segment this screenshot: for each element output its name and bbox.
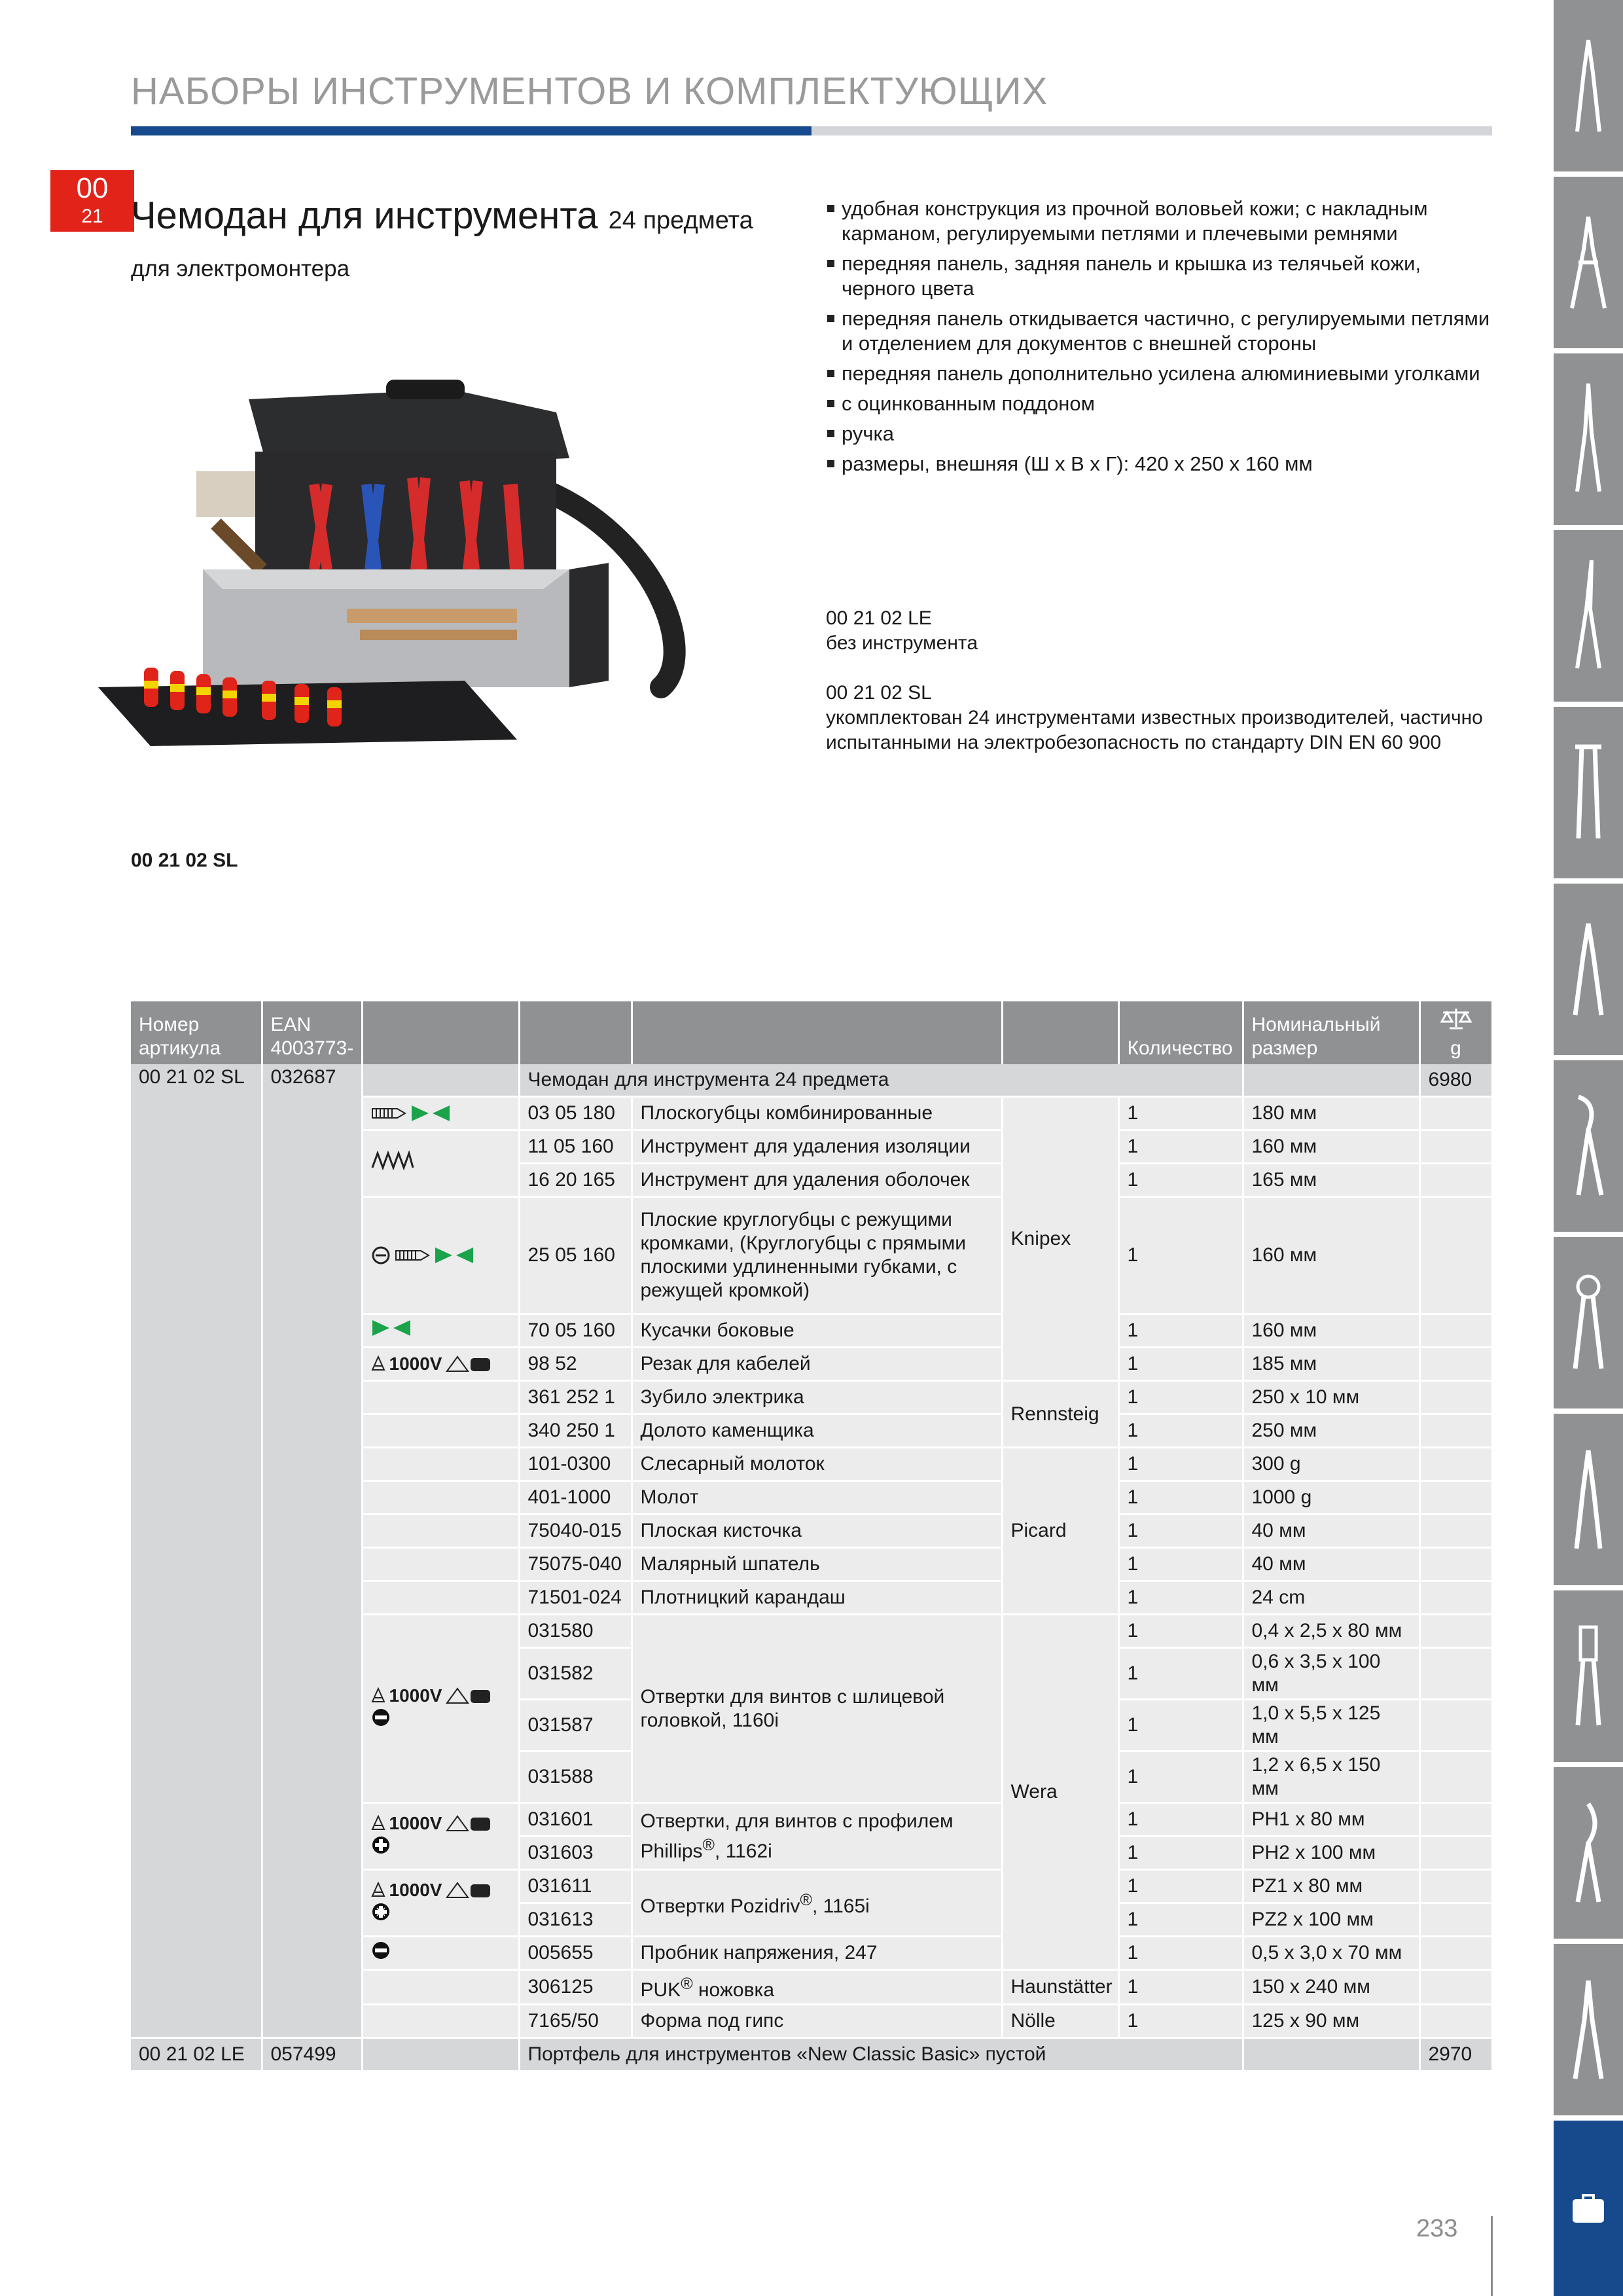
qty-cell: 1 — [1118, 1130, 1243, 1164]
sidebar-tab-needle-nose[interactable] — [1554, 1944, 1623, 2115]
size-cell: 1000 g — [1243, 1481, 1419, 1515]
weight-cell — [1419, 1751, 1492, 1803]
voltage-label: 1000V — [389, 1354, 442, 1374]
article-cell: 00 21 02 SL — [131, 1064, 262, 2038]
ean-cell: 057499 — [262, 2038, 362, 2072]
sidebar-tab-tool-cases[interactable] — [1554, 2121, 1623, 2296]
icon-cell — [362, 1937, 519, 1970]
size-cell: 0,5 x 3,0 x 70 мм — [1243, 1937, 1419, 1970]
qty-cell: 1 — [1118, 2005, 1243, 2038]
icon-cell — [362, 1581, 519, 1615]
qty-cell: 1 — [1118, 1097, 1243, 1130]
code-cell: 031588 — [519, 1751, 632, 1803]
feature-item: передняя панель откидывается частично, с регулируемыми петлями и отделением для документов с внешней стороны — [826, 306, 1500, 356]
size-cell: 40 мм — [1243, 1515, 1419, 1548]
qty-cell: 1 — [1118, 1700, 1243, 1751]
name-cell: Кусачки боковые — [632, 1314, 1002, 1348]
cable-cutter-icon — [1569, 1797, 1608, 1909]
name-cell: Малярный шпатель — [632, 1548, 1002, 1581]
weight-cell — [1419, 1481, 1492, 1515]
table-header-row — [131, 1001, 1492, 1064]
name-cell: PUK® ножовка — [632, 1970, 1002, 2005]
size-cell: 40 мм — [1243, 1548, 1419, 1581]
table-row-set-sl — [131, 1064, 1492, 1097]
name-cell: Форма под гипс — [632, 2005, 1002, 2038]
name-cell: Инструмент для удаления изоляции — [632, 1130, 1002, 1164]
code-cell: 25 05 160 — [519, 1197, 632, 1314]
page-number-rule — [1491, 2216, 1493, 2296]
code-cell: 031601 — [519, 1803, 632, 1837]
size-cell: 165 мм — [1243, 1164, 1419, 1197]
col-name — [632, 1001, 1002, 1064]
category-sidebar — [1554, 0, 1623, 2296]
pliers-icon — [1572, 33, 1605, 138]
feature-item: ручка — [826, 422, 1500, 446]
weight-cell — [1419, 1515, 1492, 1548]
brand-cell: Rennsteig — [1002, 1381, 1118, 1448]
page-header — [131, 65, 1492, 118]
qty-cell: 1 — [1118, 1970, 1243, 2005]
code-cell: 7165/50 — [519, 2005, 632, 2038]
sidebar-tab-bent-nose[interactable] — [1554, 530, 1623, 702]
long-nose-pliers-icon — [1572, 380, 1605, 498]
weight-cell — [1419, 2005, 1492, 2038]
icon-cell — [362, 2038, 519, 2072]
qty-cell: 1 — [1118, 1548, 1243, 1581]
name-cell: Молот — [632, 1481, 1002, 1515]
sidebar-tab-long-nose[interactable] — [1554, 353, 1623, 525]
icon-cell — [362, 1615, 519, 1803]
name-cell: Плоскогубцы комбинированные — [632, 1097, 1002, 1130]
name-cell: Зубило электрика — [632, 1381, 1002, 1414]
water-pump-pliers-icon — [1569, 1090, 1608, 1202]
icon-cell — [362, 1064, 519, 1097]
pozidriv-tip-icon — [371, 1902, 391, 1922]
size-cell: 185 мм — [1243, 1348, 1419, 1381]
qty-cell: 1 — [1118, 1414, 1243, 1448]
code-cell: 031582 — [519, 1648, 632, 1700]
weight-cell — [1419, 1097, 1492, 1130]
code-cell: 16 20 165 — [519, 1164, 632, 1197]
weight-cell — [1419, 1130, 1492, 1164]
variant-code: 00 21 02 SL — [826, 682, 932, 704]
size-cell: 300 g — [1243, 1448, 1419, 1481]
weight-cell — [1419, 1314, 1492, 1348]
icon-cell — [362, 1803, 519, 1870]
weight-cell — [1419, 1937, 1492, 1970]
vde-approval-icon — [446, 1354, 491, 1374]
table-row-set-le — [131, 2038, 1492, 2072]
insulation-triangle-icon — [371, 1815, 385, 1832]
code-cell: 03 05 180 — [519, 1097, 632, 1130]
col-brand — [1002, 1001, 1118, 1064]
needle-nose-pliers-icon — [1569, 1974, 1608, 2085]
flat-jaw-icon — [371, 1246, 391, 1265]
icon-cell — [362, 2005, 519, 2038]
brand-cell: Wera — [1002, 1615, 1118, 1970]
insulation-triangle-icon — [371, 1355, 385, 1372]
weight-cell: 6980 — [1419, 1064, 1492, 1097]
vde-approval-icon — [446, 1686, 491, 1706]
brand-cell: Nölle — [1002, 2005, 1118, 2038]
feature-list — [826, 196, 1500, 482]
name-cell: Инструмент для удаления оболочек — [632, 1164, 1002, 1197]
size-cell: 160 мм — [1243, 1314, 1419, 1348]
product-heading — [131, 190, 798, 282]
sidebar-tab-crimping[interactable] — [1554, 1414, 1623, 1585]
weight-cell — [1419, 1803, 1492, 1837]
variant-list — [826, 606, 1507, 780]
weight-cell — [1419, 1581, 1492, 1615]
size-cell: 0,4 x 2,5 x 80 мм — [1243, 1615, 1419, 1648]
size-cell: 250 x 10 мм — [1243, 1381, 1419, 1414]
icon-cell — [362, 1448, 519, 1481]
feature-item: размеры, внешняя (Ш x В x Г): 420 x 250 x 160 мм — [826, 452, 1500, 476]
icon-cell — [362, 1197, 519, 1314]
code-cell: 75075-040 — [519, 1548, 632, 1581]
weight-cell — [1419, 1197, 1492, 1314]
feature-item: передняя панель дополнительно усилена алюминиевыми уголками — [826, 361, 1500, 386]
icon-cell — [362, 1548, 519, 1581]
size-cell: 0,6 x 3,5 x 100 мм — [1243, 1648, 1419, 1700]
size-cell: PZ1 x 80 мм — [1243, 1870, 1419, 1903]
col-quantity: Количество — [1118, 1001, 1243, 1064]
icon-cell — [362, 1970, 519, 2005]
qty-cell: 1 — [1118, 1381, 1243, 1414]
size-cell — [1243, 1064, 1419, 1097]
chapter-badge — [50, 170, 134, 232]
icon-cell — [362, 1870, 519, 1937]
variant-sl — [826, 681, 1507, 755]
weight-cell — [1419, 1548, 1492, 1581]
slotted-tip-icon — [371, 1941, 391, 1960]
article-cell: 00 21 02 LE — [131, 2038, 262, 2072]
code-cell: 031603 — [519, 1837, 632, 1870]
sidebar-tab-diagonal-cutter[interactable] — [1554, 884, 1623, 1055]
qty-cell: 1 — [1118, 1615, 1243, 1648]
slotted-tip-icon — [371, 1708, 391, 1727]
code-cell: 401-1000 — [519, 1481, 632, 1515]
qty-cell: 1 — [1118, 1751, 1243, 1803]
phillips-tip-icon — [371, 1835, 391, 1855]
product-subtitle: для электромонтера — [131, 256, 350, 281]
qty-cell: 1 — [1118, 1515, 1243, 1548]
insulation-triangle-icon — [371, 1882, 385, 1899]
product-title-text: Чемодан для инструмента — [131, 194, 598, 237]
code-cell: 005655 — [519, 1937, 632, 1970]
brand-cell: Picard — [1002, 1448, 1118, 1615]
serrated-jaw-icon — [371, 1105, 406, 1122]
code-cell: 75040-015 — [519, 1515, 632, 1548]
qty-cell: 1 — [1118, 1648, 1243, 1700]
code-cell: 361 252 1 — [519, 1381, 632, 1414]
qty-cell: 1 — [1118, 1837, 1243, 1870]
name-cell: Плоские круглогубцы с режущими кромками, (Круглогубцы с прямыми плоскими удлиненными губками, с режущей кромкой) — [632, 1197, 1002, 1314]
variant-code: 00 21 02 LE — [826, 607, 932, 629]
ean-cell: 032687 — [262, 1064, 362, 2038]
code-cell: 031611 — [519, 1870, 632, 1903]
code-cell: 340 250 1 — [519, 1414, 632, 1448]
vde-approval-icon — [446, 1880, 491, 1900]
crimping-pliers-icon — [1569, 1444, 1608, 1555]
qty-cell: 1 — [1118, 1903, 1243, 1937]
size-cell: 1,0 x 5,5 x 125 мм — [1243, 1700, 1419, 1751]
sidebar-tab-crimping-tool[interactable] — [1554, 1590, 1623, 1762]
weight-cell — [1419, 1615, 1492, 1648]
code-cell: 031580 — [519, 1615, 632, 1648]
code-cell: 031587 — [519, 1700, 632, 1751]
qty-cell: 1 — [1118, 1348, 1243, 1381]
size-cell: 125 x 90 мм — [1243, 2005, 1419, 2038]
size-cell: PH2 x 100 мм — [1243, 1837, 1419, 1870]
code-cell: 101-0300 — [519, 1448, 632, 1481]
qty-cell: 1 — [1118, 1870, 1243, 1903]
bent-nose-pliers-icon — [1572, 557, 1605, 675]
icon-cell — [362, 1381, 519, 1414]
size-cell: 1,2 x 6,5 x 150 мм — [1243, 1751, 1419, 1803]
set-name: Портфель для инструментов «New Classic Basic» пустой — [519, 2038, 1243, 2072]
name-cell: Слесарный молоток — [632, 1448, 1002, 1481]
weight-cell — [1419, 1414, 1492, 1448]
cutting-edge-icon — [434, 1246, 474, 1265]
size-cell: 160 мм — [1243, 1130, 1419, 1164]
feature-item: передняя панель, задняя панель и крышка из телячьей кожи, черного цвета — [826, 251, 1500, 301]
sidebar-tab-cable-cutter[interactable] — [1554, 1767, 1623, 1939]
size-cell: 150 x 240 мм — [1243, 1970, 1419, 2005]
weight-cell — [1419, 1164, 1492, 1197]
variant-text: без инструмента — [826, 632, 978, 654]
product-title-qty: 24 предмета — [608, 207, 753, 234]
qty-cell: 1 — [1118, 1581, 1243, 1615]
sidebar-tab-water-pump[interactable] — [1554, 1060, 1623, 1232]
brand-cell: Haunstätter — [1002, 1970, 1118, 2005]
serrated-jaw-icon — [395, 1247, 430, 1264]
weight-cell: 2970 — [1419, 2038, 1492, 2072]
stripping-zigzag-icon — [371, 1151, 414, 1170]
weight-cell — [1419, 1448, 1492, 1481]
cutting-edge-icon — [410, 1104, 451, 1122]
icon-cell — [362, 1097, 519, 1130]
qty-cell: 1 — [1118, 1197, 1243, 1314]
weight-unit: g — [1450, 1037, 1461, 1059]
name-cell: Плоская кисточка — [632, 1515, 1002, 1548]
sidebar-tab-end-cutter[interactable] — [1554, 707, 1623, 878]
size-cell — [1243, 2038, 1419, 2072]
qty-cell: 1 — [1118, 1481, 1243, 1515]
tool-case-icon — [1569, 2189, 1608, 2228]
code-cell: 11 05 160 — [519, 1130, 632, 1164]
chapter-subnumber: 21 — [81, 206, 103, 227]
variant-le — [826, 606, 1507, 656]
voltage-label: 1000V — [389, 1880, 442, 1900]
icon-cell — [362, 1348, 519, 1381]
crimping-tool-icon — [1569, 1621, 1608, 1732]
weight-cell — [1419, 1970, 1492, 2005]
code-cell: 70 05 160 — [519, 1314, 632, 1348]
size-cell: 180 мм — [1243, 1097, 1419, 1130]
size-cell: 250 мм — [1243, 1414, 1419, 1448]
name-cell: Отвертки, для винтов с профилем Phillips®, 1162i — [632, 1803, 1002, 1870]
feature-item: с оцинкованным поддоном — [826, 391, 1500, 416]
code-cell: 98 52 — [519, 1348, 632, 1381]
weight-cell — [1419, 1870, 1492, 1903]
tool-case-image — [98, 373, 713, 857]
size-cell: PH1 x 80 мм — [1243, 1803, 1419, 1837]
code-cell: 031613 — [519, 1903, 632, 1937]
code-cell: 306125 — [519, 1970, 632, 2005]
icon-cell — [362, 1314, 519, 1348]
variant-text: укомплектован 24 инструментами известных производителей, частично испытанными на электробезопасность по стандарту DIN EN 60 900 — [826, 707, 1483, 753]
weight-cell — [1419, 1348, 1492, 1381]
icon-cell — [362, 1130, 519, 1197]
page-number: 233 — [1416, 2215, 1458, 2242]
icon-cell — [362, 1481, 519, 1515]
set-name: Чемодан для инструмента 24 предмета — [519, 1064, 1243, 1097]
weight-cell — [1419, 1381, 1492, 1414]
name-cell: Пробник напряжения, 247 — [632, 1937, 1002, 1970]
wire-stripper-icon — [1565, 210, 1611, 315]
code-cell: 71501-024 — [519, 1581, 632, 1615]
weight-cell — [1419, 1903, 1492, 1937]
size-cell: 160 мм — [1243, 1197, 1419, 1314]
name-cell: Отвертки Pozidriv®, 1165i — [632, 1870, 1002, 1937]
chapter-number: 00 — [76, 172, 109, 204]
size-cell: PZ2 x 100 мм — [1243, 1903, 1419, 1937]
qty-cell: 1 — [1118, 1448, 1243, 1481]
header-rule-accent — [131, 126, 812, 135]
col-icons — [362, 1001, 519, 1064]
col-size: Номинальный размер — [1243, 1001, 1419, 1064]
col-ean: EAN 4003773- — [262, 1001, 362, 1064]
voltage-label: 1000V — [389, 1813, 442, 1833]
image-caption: 00 21 02 SL — [131, 850, 238, 871]
header-title: НАБОРЫ ИНСТРУМЕНТОВ И КОМПЛЕКТУЮЩИХ — [131, 70, 1048, 113]
insulation-triangle-icon — [371, 1687, 385, 1704]
qty-cell: 1 — [1118, 1164, 1243, 1197]
icon-cell — [362, 1515, 519, 1548]
weight-cell — [1419, 1700, 1492, 1751]
name-cell: Отвертки для винтов с шлицевой головкой, 1160i — [632, 1615, 1002, 1803]
punch-pliers-icon — [1565, 1270, 1611, 1375]
col-code — [519, 1001, 632, 1064]
name-cell: Долото каменщика — [632, 1414, 1002, 1448]
voltage-label: 1000V — [389, 1685, 442, 1706]
cutting-edge-icon — [371, 1319, 412, 1337]
feature-item: удобная конструкция из прочной воловьей кожи; с накладным карманом, регулируемыми петлями и плечевыми ремнями — [826, 196, 1500, 246]
icon-cell — [362, 1414, 519, 1448]
qty-cell: 1 — [1118, 1937, 1243, 1970]
scale-icon — [1439, 1007, 1473, 1031]
col-weight — [1419, 1001, 1492, 1064]
weight-cell — [1419, 1648, 1492, 1700]
product-title — [131, 190, 798, 247]
col-article: Номер артикула — [131, 1001, 262, 1064]
name-cell: Резак для кабелей — [632, 1348, 1002, 1381]
brand-cell: Knipex — [1002, 1097, 1118, 1381]
product-table — [131, 1001, 1493, 2072]
sidebar-tab-wire-stripper[interactable] — [1554, 177, 1623, 348]
qty-cell: 1 — [1118, 1314, 1243, 1348]
qty-cell: 1 — [1118, 1803, 1243, 1837]
sidebar-tab-pliers[interactable] — [1554, 0, 1623, 171]
vde-approval-icon — [446, 1814, 491, 1833]
sidebar-tab-punch[interactable] — [1554, 1237, 1623, 1408]
end-cutter-icon — [1569, 740, 1608, 845]
size-cell: 24 cm — [1243, 1581, 1419, 1615]
diagonal-cutter-icon — [1569, 917, 1608, 1022]
name-cell: Плотницкий карандаш — [632, 1581, 1002, 1615]
weight-cell — [1419, 1837, 1492, 1870]
